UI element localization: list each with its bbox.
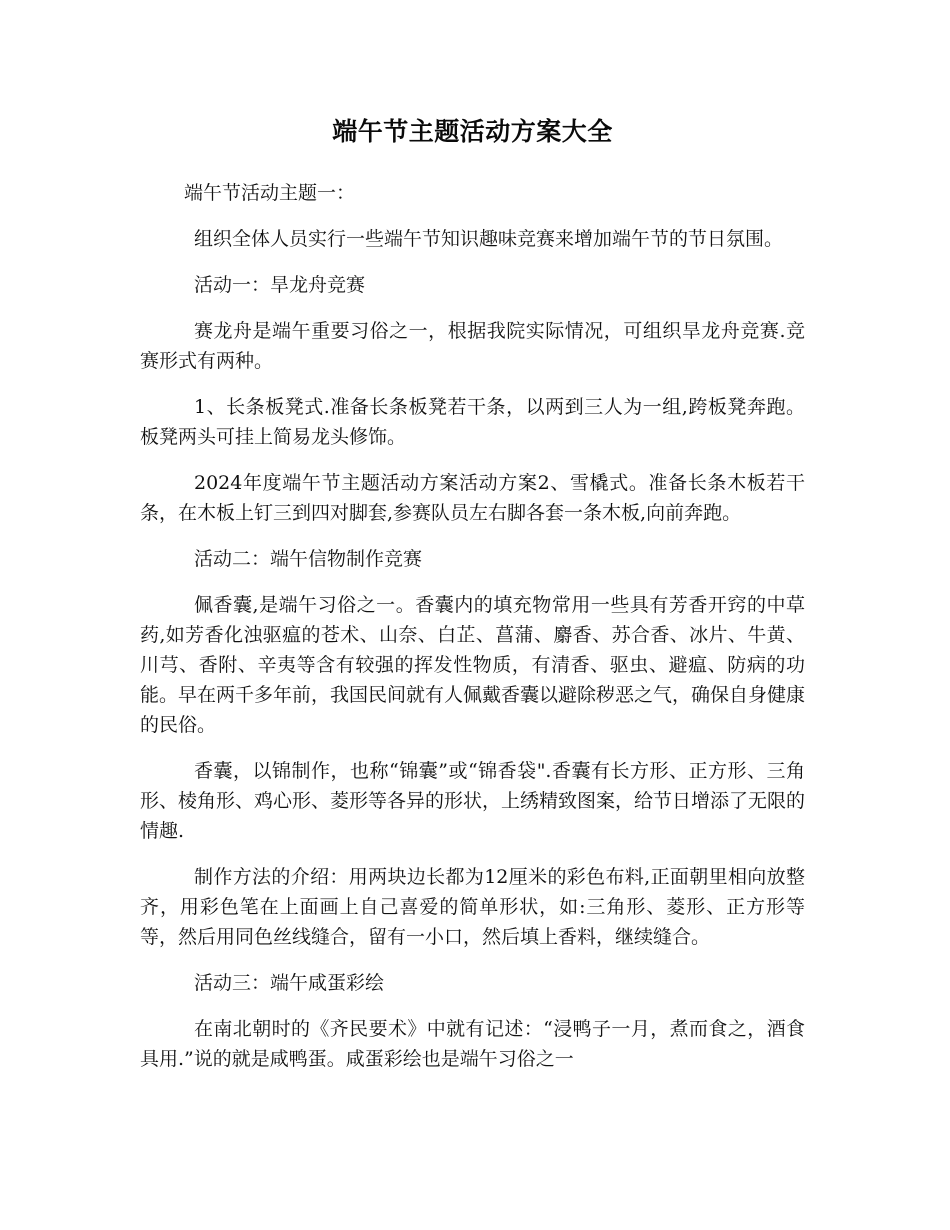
paragraph-salted-egg: 在南北朝时的《齐民要术》中就有记述：“浸鸭子一月，煮而食之，酒食具用.”说的就是咸鸭蛋。咸蛋彩绘也是端午习俗之一 [140, 1018, 805, 1070]
paragraph-sachet-shapes: 香囊，以锦制作，也称“锦囊”或“锦香袋".香囊有长方形、正方形、三角形、棱角形、鸡心形、菱形等各异的形状，上绣精致图案，给节日增添了无限的情趣. [140, 760, 806, 842]
document-body [140, 112, 805, 1090]
activity-three-heading: 活动三：端午咸蛋彩绘 [194, 972, 385, 994]
paragraph-bench-style: 1、长条板凳式.准备长条板凳若干条，以两到三人为一组,跨板凳奔跑。板凳两头可挂上简易龙头修饰。 [140, 396, 805, 448]
document-title: 端午节主题活动方案大全 [332, 117, 613, 146]
paragraph-dragon-boat: 赛龙舟是端午重要习俗之一，根据我院实际情况，可组织旱龙舟竞赛.竞赛形式有两种。 [140, 320, 805, 372]
paragraph-sachet: 佩香囊,是端午习俗之一。香囊内的填充物常用一些具有芳香开窍的中草药,如芳香化浊驱瘟的苍术、山奈、白芷、菖蒲、麝香、苏合香、冰片、牛黄、川芎、香附、辛夷等含有较强的挥发性物质，有清香、驱虫、避瘟、防病的功能。早在两千多年前，我国民间就有人佩戴香囊以避除秽恶之气，确保自身健康的民俗。 [140, 594, 806, 736]
activity-one-heading: 活动一：旱龙舟竞赛 [194, 274, 366, 296]
paragraph-making-method: 制作方法的介绍：用两块边长都为12厘米的彩色布料,正面朝里相向放整齐，用彩色笔在上面画上自己喜爱的简单形状，如:三角形、菱形、正方形等等，然后用同色丝线缝合，留有一小口，然后填上香料，继续缝合。 [140, 866, 805, 948]
paragraph-sled-style: 2024年度端午节主题活动方案活动方案2、雪橇式。准备长条木板若干条，在木板上钉三到四对脚套,参赛队员左右脚各套一条木板,向前奔跑。 [140, 472, 805, 524]
paragraph-intro: 组织全体人员实行一些端午节知识趣味竞赛来增加端午节的节日氛围。 [194, 228, 784, 250]
theme-heading: 端午节活动主题一： [184, 182, 356, 204]
activity-two-heading: 活动二：端午信物制作竞赛 [194, 548, 423, 570]
